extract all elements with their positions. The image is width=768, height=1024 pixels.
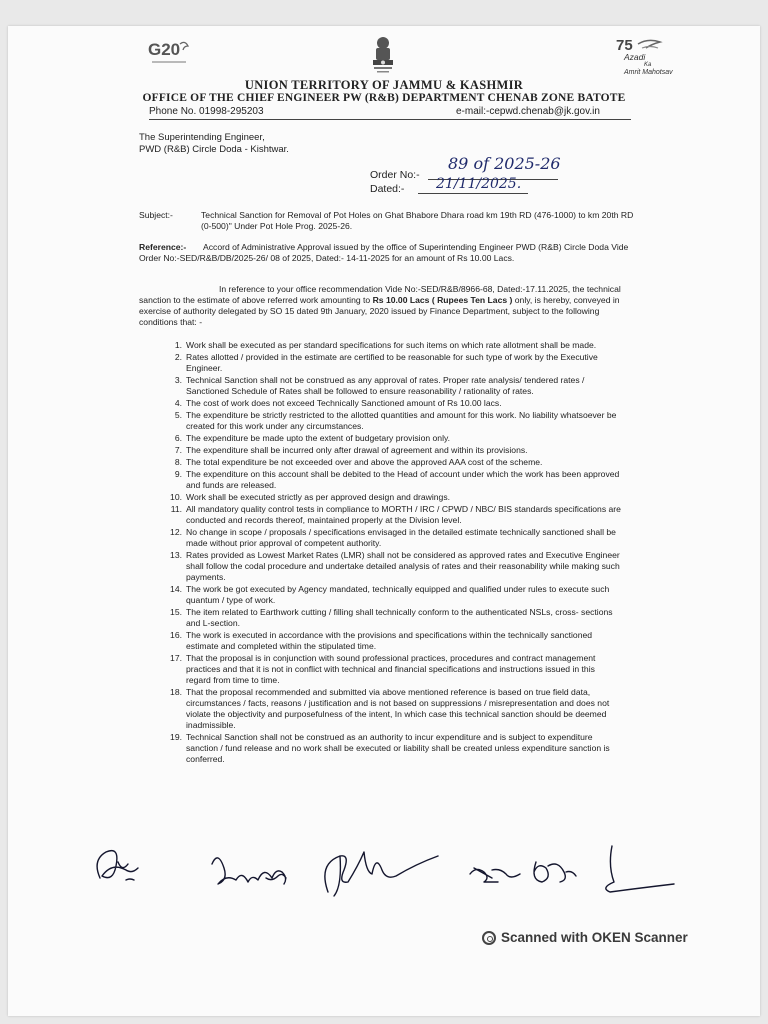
scanner-logo-icon [482, 931, 496, 945]
signature-1 [97, 851, 138, 880]
signature-2 [212, 858, 286, 884]
condition-item [156, 630, 622, 652]
header-line-1: UNION TERRITORY OF JAMMU & KASHMIR [244, 78, 524, 92]
condition-item [156, 340, 622, 351]
condition-number: 19. [170, 732, 182, 742]
condition-number: 12. [170, 527, 182, 537]
state-emblem [368, 34, 398, 76]
condition-item [156, 504, 622, 526]
condition-item [156, 653, 622, 686]
email-address: e-mail:-cepwd.chenab@jk.gov.in [456, 106, 600, 117]
condition-text: Work shall be executed as per standard specifications for such items on which rate allotment shall be made. [186, 340, 597, 350]
condition-text: That the proposal is in conjunction with sound professional practices, procedures and contract management practices and that it is not in conflict with technical and financial specifications and instructions issued in this regard from time to time. [186, 653, 596, 685]
condition-item [156, 550, 622, 583]
condition-number: 17. [170, 653, 182, 663]
condition-text: The expenditure shall be incurred only after drawal of agreement and within its provisions. [186, 445, 528, 455]
condition-number: 16. [170, 630, 182, 640]
conditions-list [156, 340, 622, 766]
addressee-line-2: PWD (R&B) Circle Doda - Kishtwar. [139, 144, 289, 155]
condition-number: 11. [170, 504, 182, 514]
condition-number: 18. [170, 687, 182, 697]
condition-item [156, 445, 622, 456]
scanner-text: Scanned with OKEN Scanner [501, 930, 688, 945]
order-date-value: 21/11/2025. [436, 176, 522, 192]
condition-number: 10. [170, 492, 182, 502]
reference-text: Accord of Administrative Approval issued by the office of Superintending Engineer PWD (R&B) Circle Doda Vide Order No:-SED/R&B/DB/2025-26/ 08 of 2025, Dated:- 14-11-2025 for an amount of Rs 10.00 Lacs. [139, 242, 629, 263]
condition-text: The expenditure be strictly restricted to the allotted quantities and amount for this work. No liability whatsoever be created for this work under any circumstances. [186, 410, 617, 431]
condition-item [156, 492, 622, 503]
signature-3 [325, 852, 438, 896]
g20-logo-text: G20 [148, 40, 181, 59]
azadi-line-3: Amrit Mahotsav [624, 69, 673, 76]
header-line-2: OFFICE OF THE CHIEF ENGINEER PW (R&B) DEPARTMENT CHENAB ZONE BATOTE [142, 92, 626, 104]
condition-text: Technical Sanction shall not be construed as an authority to incur expenditure and is subject to expenditure sanction / fund release and no work shall be executed or liability shall be created unless expenditure sanction is conferred. [186, 732, 610, 764]
body-part-2: only, is hereby, conveyed in exercise of authority delegated by SO 15 dated 9th January, 2020 issued by Finance Department, subject to the following conditions that: - [139, 295, 620, 327]
body-part-1: In reference to your office recommendation Vide No:-SED/R&B/8966-68, Dated:-17.11.2025, the technical sanction to the estimate of above referred work amounting to [139, 284, 621, 305]
condition-item [156, 352, 622, 374]
condition-text: Technical Sanction shall not be construed as any approval of rates. Proper rate analysis/ tendered rates / Sanctioned Schedule of Rates shall be followed to ensure reasonability / rationality of rates. [186, 375, 585, 396]
condition-text: Rates allotted / provided in the estimate are certified to be reasonable for such type of work by the Executive Engineer. [186, 352, 598, 373]
reference-label: Reference:- [139, 242, 187, 252]
order-no-label: Order No:- [370, 169, 420, 181]
azadi-line-1: Azadi [624, 52, 646, 62]
addressee [139, 132, 289, 156]
condition-number: 7. [174, 445, 182, 455]
azadi-line-2: Ka [644, 62, 652, 68]
condition-item [156, 584, 622, 606]
condition-item [156, 433, 622, 444]
addressee-line-1: The Superintending Engineer, [139, 132, 265, 143]
signature-5 [534, 862, 576, 882]
order-date-underline [418, 193, 528, 194]
condition-text: The expenditure on this account shall be debited to the Head of account under which the work has been approved and funds are released. [186, 469, 620, 490]
condition-text: The cost of work does not exceed Technically Sanctioned amount of Rs 10.00 lacs. [186, 398, 502, 408]
condition-item [156, 457, 622, 468]
sanction-amount: Rs 10.00 Lacs ( Rupees Ten Lacs ) [372, 295, 513, 305]
condition-number: 8. [174, 457, 182, 467]
condition-item [156, 375, 622, 397]
condition-text: Work shall be executed strictly as per approved design and drawings. [186, 492, 451, 502]
condition-item [156, 410, 622, 432]
condition-text: The expenditure be made upto the extent of budgetary provision only. [186, 433, 451, 443]
condition-number: 9. [174, 469, 182, 479]
condition-number: 4. [174, 398, 182, 408]
signature-4 [470, 868, 520, 882]
condition-number: 1. [174, 340, 182, 350]
body-paragraph [139, 284, 639, 328]
condition-text: All mandatory quality control tests in compliance to MORTH / IRC / CPWD / NBC/ BIS standards specifications are conducted and records thereof, maintained properly at the Division level. [186, 504, 621, 525]
condition-item [156, 469, 622, 491]
order-no-value: 89 of 2025-26 [448, 154, 561, 173]
condition-text: Rates provided as Lowest Market Rates (LMR) shall not be considered as approved rates and Executive Engineer shall follow the codal procedure and undertake detailed analysis of rates and their reasonability while making such payments. [186, 550, 620, 582]
condition-number: 3. [174, 375, 182, 385]
condition-item [156, 398, 622, 409]
condition-text: The work be got executed by Agency mandated, technically equipped and qualified under rules to execute such quantum / type of work. [186, 584, 610, 605]
condition-number: 13. [170, 550, 182, 560]
reference-block [139, 242, 639, 264]
condition-item [156, 732, 622, 765]
condition-number: 6. [174, 433, 182, 443]
condition-number: 14. [170, 584, 182, 594]
subject-block [139, 210, 639, 232]
subject-text: Technical Sanction for Removal of Pot Holes on Ghat Bhabore Dhara road km 19th RD (476-1000) to km 20th RD (0-500)" Under Pot Hole Prog. 2025-26. [201, 210, 634, 231]
condition-text: The total expenditure be not exceeded over and above the approved AAA cost of the scheme. [186, 457, 543, 467]
condition-number: 2. [174, 352, 182, 362]
svg-text:75: 75 [616, 37, 633, 54]
emblem-icon [368, 34, 398, 76]
condition-number: 15. [170, 607, 182, 617]
condition-item [156, 527, 622, 549]
signatures [78, 816, 698, 916]
condition-item [156, 607, 622, 629]
header-divider [149, 119, 631, 120]
g20-logo [146, 38, 196, 68]
condition-text: No change in scope / proposals / specifications envisaged in the detailed estimate technically sanctioned shall be made without prior approval of competent authority. [186, 527, 616, 548]
azadi-ka-amrit-mahotsav-logo [612, 36, 682, 76]
phone-number: Phone No. 01998-295203 [149, 106, 264, 117]
condition-text: That the proposal recommended and submitted via above mentioned reference is based on true field data, circumstances / facts, reasons / justification and is not based on suppressions / misrepresentation and does not violate the objectivity and purposefulness of the intent, In which case this technical sanction should be deemed inadmissible. [186, 687, 610, 730]
document-page [8, 26, 760, 1016]
order-labels [370, 168, 420, 196]
order-date-label: Dated:- [370, 183, 405, 195]
condition-text: The work is executed in accordance with the provisions and specifications within the technically sanctioned estimate and completed within the stipulated time. [186, 630, 593, 651]
subject-label: Subject:- [139, 210, 173, 220]
condition-number: 5. [174, 410, 182, 420]
scanner-watermark [482, 930, 688, 945]
g20-lotus-icon [146, 38, 196, 68]
signature-6 [606, 846, 674, 892]
condition-text: The item related to Earthwork cutting / filling shall technically conform to the authenticated NSLs, cross- sections and L-section. [186, 607, 613, 628]
condition-item [156, 687, 622, 731]
